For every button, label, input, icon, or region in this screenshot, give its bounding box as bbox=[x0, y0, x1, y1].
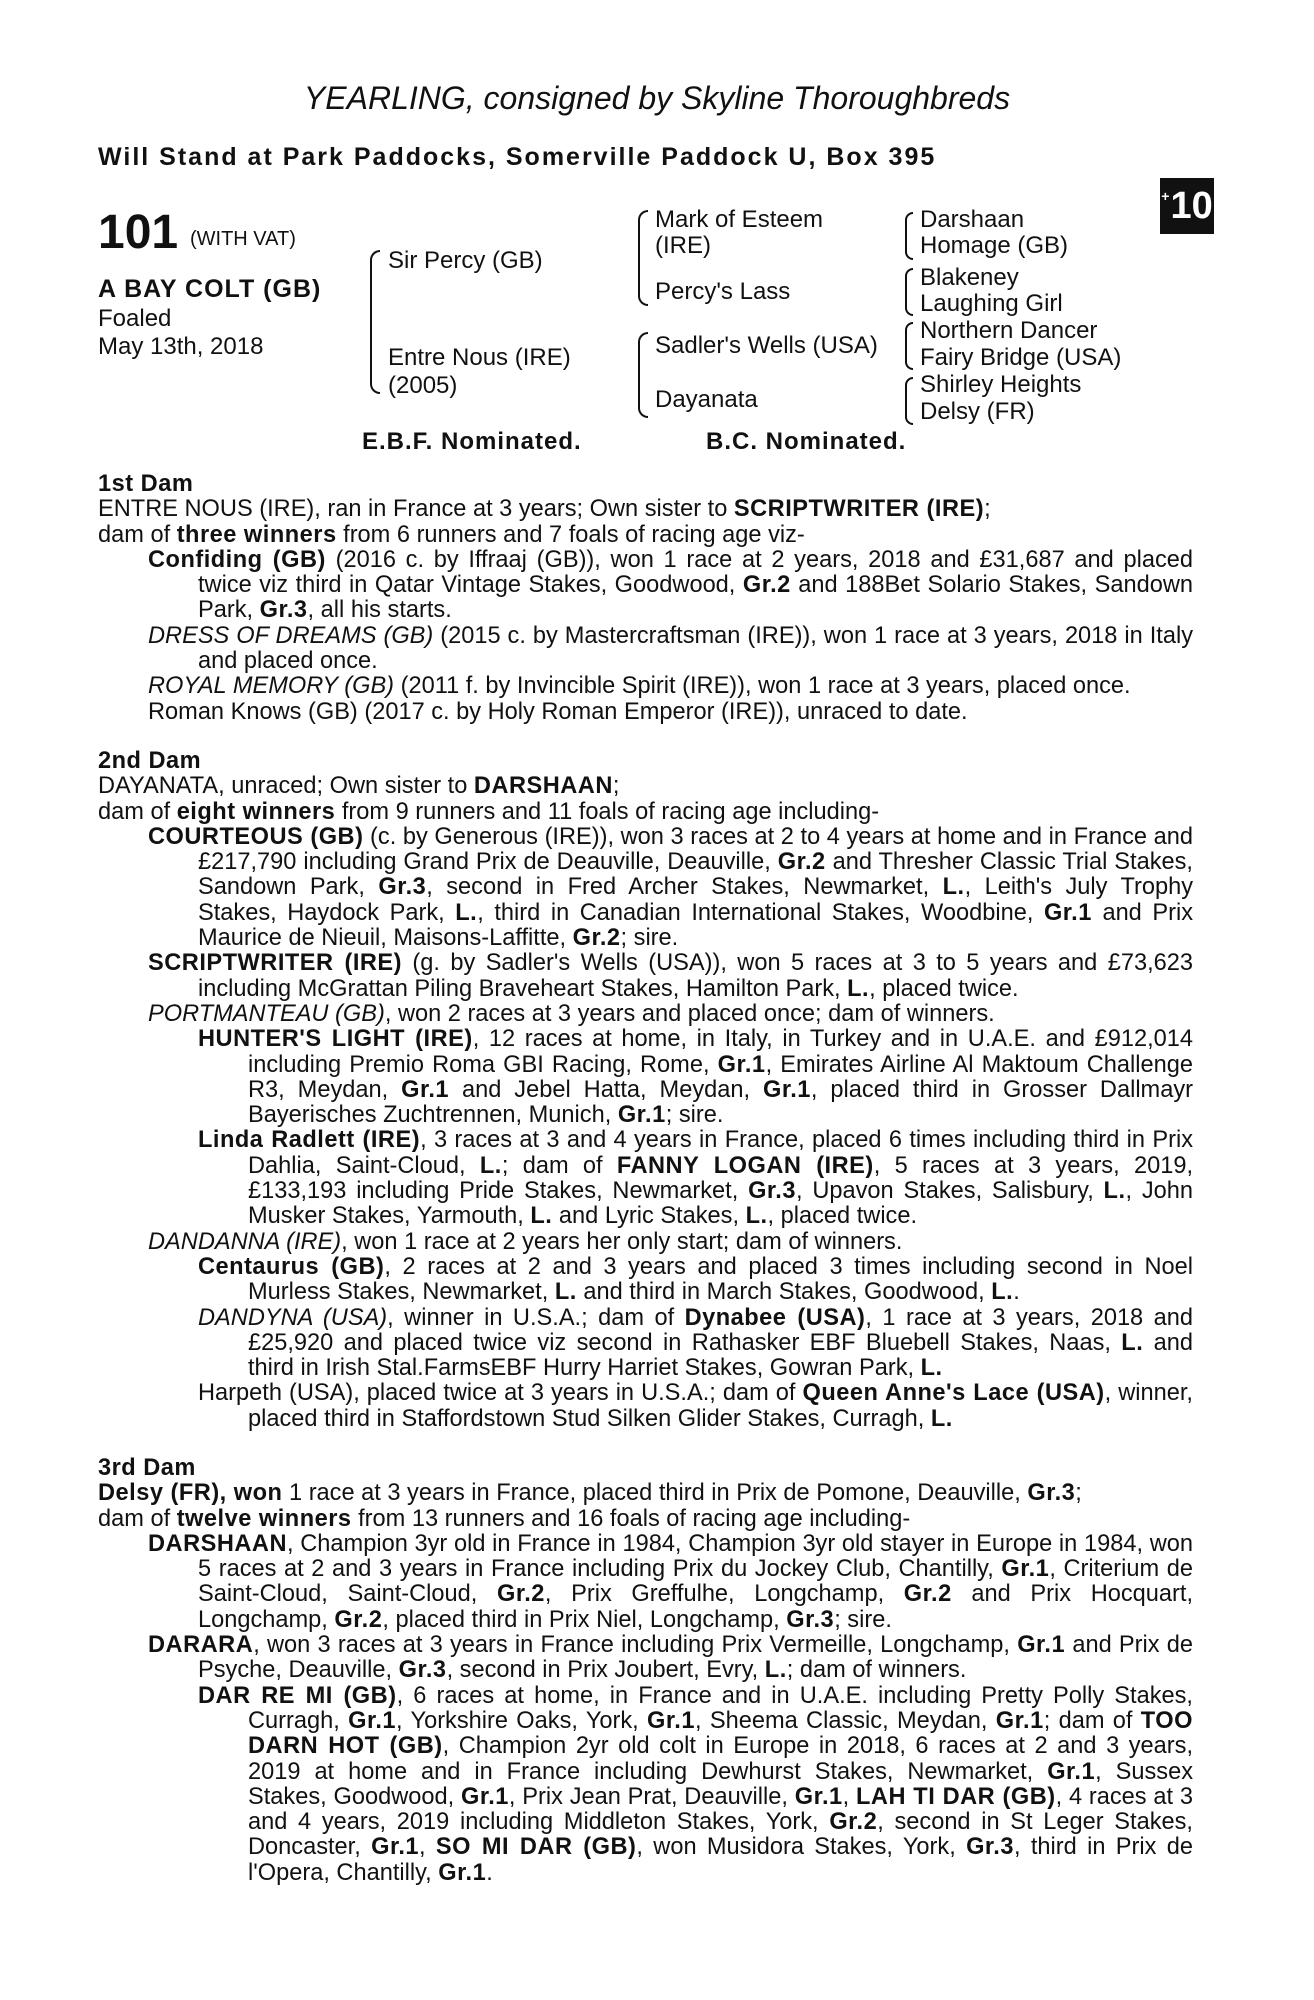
third-dam-heading: 3rd Dam bbox=[98, 1454, 196, 1481]
progeny-centaurus: Centaurus (GB), 2 races at 2 and 3 years and placed 3 times including second in Noel Murless Stakes, Newmarket, L. and third in March Stakes, Goodwood, L.. bbox=[198, 1253, 1193, 1306]
progeny-portmanteau: PORTMANTEAU (GB), won 2 races at 3 years and placed once; dam of winners. bbox=[148, 1000, 995, 1027]
badge-number: 10 bbox=[1170, 184, 1213, 227]
second-dam-record: dam of eight winners from 9 runners and 11 foals of racing age including- bbox=[98, 798, 880, 825]
sire-bracket bbox=[638, 210, 648, 306]
lot-badge bbox=[1160, 178, 1214, 234]
pedigree-g4: Laughing Girl bbox=[920, 290, 1063, 317]
catalogue-body bbox=[98, 472, 1193, 1886]
pedigree-dam-sire: Sadler's Wells (USA) bbox=[655, 332, 878, 359]
progeny-harpeth: Harpeth (USA), placed twice at 3 years in U.S.A.; dam of Queen Anne's Lace (USA), winner, placed third in Staffordstown Stud Silken Glider Stakes, Curragh, L. bbox=[198, 1380, 1193, 1432]
pedigree-dam-year: (2005) bbox=[388, 372, 458, 399]
progeny-royal-memory: ROYAL MEMORY (GB) (2011 f. by Invincible Spirit (IRE)), won 1 race at 3 years, placed once. bbox=[148, 673, 1131, 700]
pedigree-g2: Homage (GB) bbox=[920, 232, 1069, 259]
g-bracket-1 bbox=[905, 212, 913, 260]
pedigree-g3: Blakeney bbox=[920, 264, 1019, 291]
pedigree-sire-sire-2: (IRE) bbox=[655, 232, 711, 259]
second-dam-heading: 2nd Dam bbox=[98, 747, 202, 774]
pedigree-g5: Northern Dancer bbox=[920, 317, 1098, 344]
foaled-date: May 13th, 2018 bbox=[98, 333, 264, 360]
foaled-label: Foaled bbox=[98, 305, 172, 332]
third-dam-intro: Delsy (FR), won 1 race at 3 years in France, placed third in Prix de Pomone, Deauville, Gr.3; bbox=[98, 1480, 1082, 1507]
progeny-hunters-light: HUNTER'S LIGHT (IRE), 12 races at home, in Italy, in Turkey and in U.A.E. and £912,014 including Premio Roma GBI Racing, Rome, Gr.1, Emirates Airline Al Maktoum Challenge R3, Meydan, Gr.1 and Jebel Hatta, Meydan, Gr.1, placed third in Grosser Dallmayr Bayerisches Zuchtrennen, Munich, Gr.1; sire. bbox=[198, 1026, 1193, 1129]
pedigree-dam-dam: Dayanata bbox=[655, 386, 758, 413]
bc-nominated: B.C. Nominated. bbox=[706, 428, 907, 455]
lot-title: A BAY COLT (GB) bbox=[98, 275, 322, 303]
ebf-nominated: E.B.F. Nominated. bbox=[362, 428, 582, 455]
third-dam-record: dam of twelve winners from 13 runners and 16 foals of racing age including- bbox=[98, 1505, 911, 1532]
pedigree-sire-dam: Percy's Lass bbox=[655, 278, 791, 305]
progeny-scriptwriter: SCRIPTWRITER (IRE) (g. by Sadler's Wells (USA)), won 5 races at 3 to 5 years and £73,623 including McGrattan Piling Braveheart Stakes, Hamilton Park, L., placed twice. bbox=[148, 950, 1193, 1002]
g-bracket-3 bbox=[905, 322, 913, 370]
lot-number: 101 bbox=[98, 206, 179, 259]
pedigree-g6: Fairy Bridge (USA) bbox=[920, 344, 1122, 371]
progeny-roman-knows: Roman Knows (GB) (2017 c. by Holy Roman Emperor (IRE)), unraced to date. bbox=[148, 698, 968, 725]
first-dam-heading: 1st Dam bbox=[98, 471, 194, 497]
stand-location: Will Stand at Park Paddocks, Somerville Paddock U, Box 395 bbox=[98, 143, 937, 171]
sire-dam-bracket bbox=[370, 250, 380, 394]
g-bracket-4 bbox=[905, 377, 913, 425]
dam-bracket bbox=[638, 332, 648, 418]
pedigree-g7: Shirley Heights bbox=[920, 371, 1082, 398]
progeny-dandyna: DANDYNA (USA), winner in U.S.A.; dam of Dynabee (USA), 1 race at 3 years, 2018 and £25,920 and placed twice viz second in Rathasker EBF Bluebell Stakes, Naas, L. and third in Irish Stal.FarmsEBF Hurry Harriet Stakes, Gowran Park, L. bbox=[198, 1304, 1193, 1382]
first-dam-record: dam of three winners from 6 runners and 7 foals of racing age viz- bbox=[98, 521, 805, 548]
pedigree-g8: Delsy (FR) bbox=[920, 398, 1035, 425]
progeny-confiding: Confiding (GB) (2016 c. by Iffraaj (GB)), won 1 race at 2 years, 2018 and £31,687 and placed twice viz third in Qatar Vintage Stakes, Goodwood, Gr.2 and 188Bet Solario Stakes, Sandown Park, Gr.3, all his starts. bbox=[148, 546, 1194, 624]
first-dam-intro: ENTRE NOUS (IRE), ran in France at 3 years; Own sister to SCRIPTWRITER (IRE); bbox=[98, 496, 991, 523]
pedigree-sire: Sir Percy (GB) bbox=[388, 247, 543, 274]
g-bracket-2 bbox=[905, 268, 913, 316]
lot-vat: (WITH VAT) bbox=[190, 228, 296, 250]
progeny-darara: DARARA, won 3 races at 3 years in France including Prix Vermeille, Longchamp, Gr.1 and Prix de Psyche, Deauville, Gr.3, second in Prix Joubert, Evry, L.; dam of winners. bbox=[148, 1632, 1193, 1684]
progeny-dress-of-dreams: DRESS OF DREAMS (GB) (2015 c. by Mastercraftsman (IRE)), won 1 race at 3 years, 2018 in Italy and placed once. bbox=[148, 622, 1193, 675]
progeny-dandanna: DANDANNA (IRE), won 1 race at 2 years her only start; dam of winners. bbox=[148, 1228, 903, 1255]
second-dam-intro: DAYANATA, unraced; Own sister to DARSHAAN; bbox=[98, 773, 620, 800]
badge-sup: + bbox=[1161, 188, 1170, 204]
progeny-linda-radlett: Linda Radlett (IRE), 3 races at 3 and 4 years in France, placed 6 times including third in Prix Dahlia, Saint-Cloud, L.; dam of FANNY LOGAN (IRE), 5 races at 3 years, 2019, £133,193 including Pride Stakes, Newmarket, Gr.3, Upavon Stakes, Salisbury, L., John Musker Stakes, Yarmouth, L. and Lyric Stakes, L., placed twice. bbox=[198, 1127, 1194, 1230]
progeny-courteous: COURTEOUS (GB) (c. by Generous (IRE)), won 3 races at 2 to 4 years at home and in France and £217,790 including Grand Prix de Deauville, Deauville, Gr.2 and Thresher Classic Trial Stakes, Sandown Park, Gr.3, second in Fred Archer Stakes, Newmarket, L., Leith's July Trophy Stakes, Haydock Park, L., third in Canadian International Stakes, Woodbine, Gr.1 and Prix Maurice de Nieuil, Maisons-Laffitte, Gr.2; sire. bbox=[148, 823, 1194, 952]
pedigree-sire-sire-1: Mark of Esteem bbox=[655, 206, 824, 233]
progeny-darshaan: DARSHAAN, Champion 3yr old in France in 1984, Champion 3yr old stayer in Europe in 1984, won 5 races at 2 and 3 years in France including Prix du Jockey Club, Chantilly, Gr.1, Criterium de Saint-Cloud, Saint-Cloud, Gr.2, Prix Greffulhe, Longchamp, Gr.2 and Prix Hocquart, Longchamp, Gr.2, placed third in Prix Niel, Longchamp, Gr.3; sire. bbox=[148, 1530, 1193, 1633]
pedigree-dam: Entre Nous (IRE) bbox=[388, 344, 571, 371]
pedigree-g1: Darshaan bbox=[920, 206, 1025, 233]
page-title: YEARLING, consigned by Skyline Thoroughbreds bbox=[303, 80, 1011, 116]
progeny-dar-re-mi: DAR RE MI (GB), 6 races at home, in France and in U.A.E. including Pretty Polly Stakes, Curragh, Gr.1, Yorkshire Oaks, York, Gr.1, Sheema Classic, Meydan, Gr.1; dam of TOO DARN HOT (GB), Champion 2yr old colt in Europe in 2018, 6 races at 2 and 3 years, 2019 at home and in France including Dewhurst Stakes, Newmarket, Gr.1, Sussex Stakes, Goodwood, Gr.1, Prix Jean Prat, Deauville, Gr.1, LAH TI DAR (GB), 4 races at 3 and 4 years, 2019 including Middleton Stakes, York, Gr.2, second in St Leger Stakes, Doncaster, Gr.1, SO MI DAR (GB), won Musidora Stakes, York, Gr.3, third in Prix de l'Opera, Chantilly, Gr.1. bbox=[198, 1682, 1193, 1886]
